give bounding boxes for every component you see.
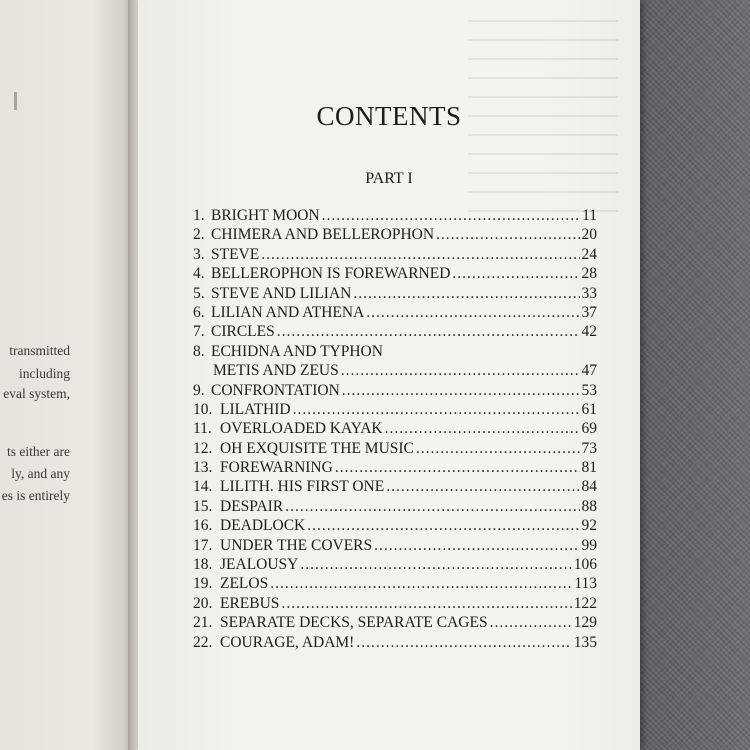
- toc-leader-dots: [277, 323, 580, 341]
- toc-entry: [193, 362, 597, 381]
- toc-entry-page: 42: [581, 323, 597, 341]
- toc-entry-page: 33: [581, 284, 597, 302]
- toc-entry-title: OH EXQUISITE THE MUSIC: [220, 439, 414, 457]
- toc-entry-title: COURAGE, ADAM!: [220, 633, 355, 651]
- toc-entry-title: DEADLOCK: [220, 517, 306, 535]
- toc-entry-number: 7.: [193, 323, 205, 341]
- toc-entry-page: 11: [582, 207, 597, 224]
- toc-entry-title: STEVE: [211, 245, 260, 263]
- toc-leader-dots: [285, 498, 579, 516]
- table-of-contents: [193, 207, 597, 653]
- toc-leader-dots: [293, 401, 580, 419]
- toc-leader-dots: [300, 556, 571, 574]
- toc-entry-number: 12.: [193, 439, 213, 457]
- toc-entry-title: CIRCLES: [211, 323, 275, 341]
- toc-entry-number: 18.: [193, 556, 213, 574]
- toc-entry-title: CONFRONTATION: [211, 381, 340, 399]
- toc-entry: [193, 304, 597, 323]
- toc-entry-page: 69: [581, 420, 597, 438]
- toc-entry-title: METIS AND ZEUS: [213, 362, 339, 380]
- toc-leader-dots: [386, 478, 579, 496]
- toc-entry-number: 9.: [193, 381, 205, 399]
- toc-leader-dots: [366, 304, 579, 322]
- toc-entry: [193, 595, 597, 614]
- toc-entry-title: UNDER THE COVERS: [220, 536, 373, 554]
- toc-entry: [193, 323, 597, 342]
- toc-leader-dots: [341, 362, 580, 380]
- toc-entry-title: SEPARATE DECKS, SEPARATE CAGES: [220, 614, 488, 632]
- toc-entry: [193, 517, 597, 536]
- toc-entry-number: 17.: [193, 536, 213, 554]
- toc-entry: [193, 246, 597, 265]
- toc-entry-page: 106: [573, 556, 597, 574]
- toc-entry: [193, 207, 597, 226]
- toc-leader-dots: [261, 246, 579, 264]
- part-heading: PART I: [365, 170, 413, 187]
- toc-entry-title: LILITH. HIS FIRST ONE: [220, 478, 385, 496]
- toc-entry-title: CHIMERA AND BELLEROPHON: [211, 226, 435, 244]
- toc-entry: [193, 401, 597, 420]
- toc-entry: [193, 556, 597, 575]
- fabric-background: [630, 0, 750, 750]
- toc-entry-number: 5.: [193, 284, 205, 302]
- toc-leader-dots: [335, 459, 580, 477]
- toc-entry-title: BELLEROPHON IS FOREWARNED: [211, 265, 451, 283]
- toc-entry-page: 92: [581, 517, 597, 535]
- toc-entry-number: 8.: [193, 342, 205, 360]
- toc-entry: [193, 382, 597, 401]
- toc-leader-dots: [353, 285, 579, 303]
- toc-entry-title: LILIAN AND ATHENA: [211, 303, 365, 321]
- left-page-line: eval system,: [3, 386, 70, 401]
- toc-entry-page: 84: [581, 478, 597, 496]
- toc-leader-dots: [342, 382, 580, 400]
- toc-entry-page: 37: [581, 303, 597, 321]
- toc-entry-page: 47: [581, 362, 597, 380]
- left-page-line: ts either are: [7, 444, 70, 459]
- toc-leader-dots: [385, 420, 580, 438]
- toc-leader-dots: [452, 265, 579, 283]
- toc-entry-number: 15.: [193, 497, 213, 515]
- toc-entry-number: 10.: [193, 400, 213, 418]
- toc-entry-page: 28: [581, 265, 597, 283]
- toc-entry-title: DESPAIR: [220, 497, 284, 515]
- toc-entry: [193, 343, 597, 362]
- toc-entry-page: 99: [581, 536, 597, 554]
- toc-entry-number: 3.: [193, 245, 205, 263]
- toc-entry-title: STEVE AND LILIAN: [211, 284, 352, 302]
- toc-entry-number: 11.: [193, 420, 212, 438]
- toc-entry-title: FOREWARNING: [220, 459, 333, 477]
- page-mark: [14, 92, 17, 110]
- toc-entry-number: 2.: [193, 226, 205, 244]
- toc-leader-dots: [416, 440, 580, 458]
- toc-entry-number: 1.: [193, 207, 205, 224]
- toc-leader-dots: [270, 575, 572, 593]
- toc-entry-page: 73: [581, 439, 597, 457]
- left-page: [0, 0, 132, 750]
- toc-entry-title: BRIGHT MOON: [211, 207, 320, 224]
- toc-entry-number: 22.: [193, 633, 213, 651]
- toc-entry-title: ZELOS: [220, 575, 269, 593]
- toc-leader-dots: [490, 614, 572, 632]
- toc-entry-page: 88: [581, 497, 597, 515]
- toc-entry-number: 20.: [193, 594, 213, 612]
- toc-entry-page: 122: [573, 594, 597, 612]
- toc-entry: [193, 498, 597, 517]
- toc-entry: [193, 226, 597, 245]
- left-page-line: transmitted: [9, 343, 70, 358]
- toc-entry-number: 16.: [193, 517, 213, 535]
- toc-entry-page: 81: [581, 459, 597, 477]
- toc-entry: [193, 420, 597, 439]
- toc-entry-page: 129: [573, 614, 597, 632]
- toc-entry-number: 19.: [193, 575, 213, 593]
- toc-entry: [193, 634, 597, 653]
- toc-entry-page: 24: [581, 245, 597, 263]
- toc-leader-dots: [307, 517, 579, 535]
- toc-entry-page: 61: [581, 400, 597, 418]
- left-page-line: including: [19, 366, 70, 381]
- toc-leader-dots: [281, 595, 571, 613]
- toc-entry-number: 6.: [193, 303, 205, 321]
- toc-entry-number: 14.: [193, 478, 213, 496]
- toc-entry-number: 13.: [193, 459, 213, 477]
- toc-leader-dots: [436, 226, 579, 244]
- toc-entry: [193, 459, 597, 478]
- toc-entry: [193, 265, 597, 284]
- left-page-line: es is entirely: [1, 488, 70, 503]
- toc-entry-number: 21.: [193, 614, 213, 632]
- toc-entry-title: EREBUS: [220, 594, 280, 612]
- toc-entry: [193, 440, 597, 459]
- left-page-line: ly, and any: [11, 466, 70, 481]
- toc-leader-dots: [374, 537, 579, 555]
- toc-entry-page: 20: [581, 226, 597, 244]
- toc-entry-page: 53: [581, 381, 597, 399]
- page-title: CONTENTS: [316, 101, 462, 131]
- right-page: [138, 0, 640, 750]
- toc-entry-title: LILATHID: [220, 400, 291, 418]
- toc-entry: [193, 614, 597, 633]
- toc-entry-title: JEALOUSY: [220, 556, 299, 574]
- toc-entry-title: ECHIDNA AND TYPHON: [211, 342, 383, 360]
- toc-entry-page: 113: [574, 575, 597, 593]
- toc-entry: [193, 478, 597, 497]
- toc-leader-dots: [322, 207, 580, 225]
- toc-entry: [193, 575, 597, 594]
- toc-entry: [193, 285, 597, 304]
- toc-entry-number: 4.: [193, 265, 205, 283]
- toc-entry-page: 135: [573, 633, 597, 651]
- toc-leader-dots: [356, 634, 571, 652]
- toc-entry: [193, 537, 597, 556]
- toc-entry-title: OVERLOADED KAYAK: [220, 420, 383, 438]
